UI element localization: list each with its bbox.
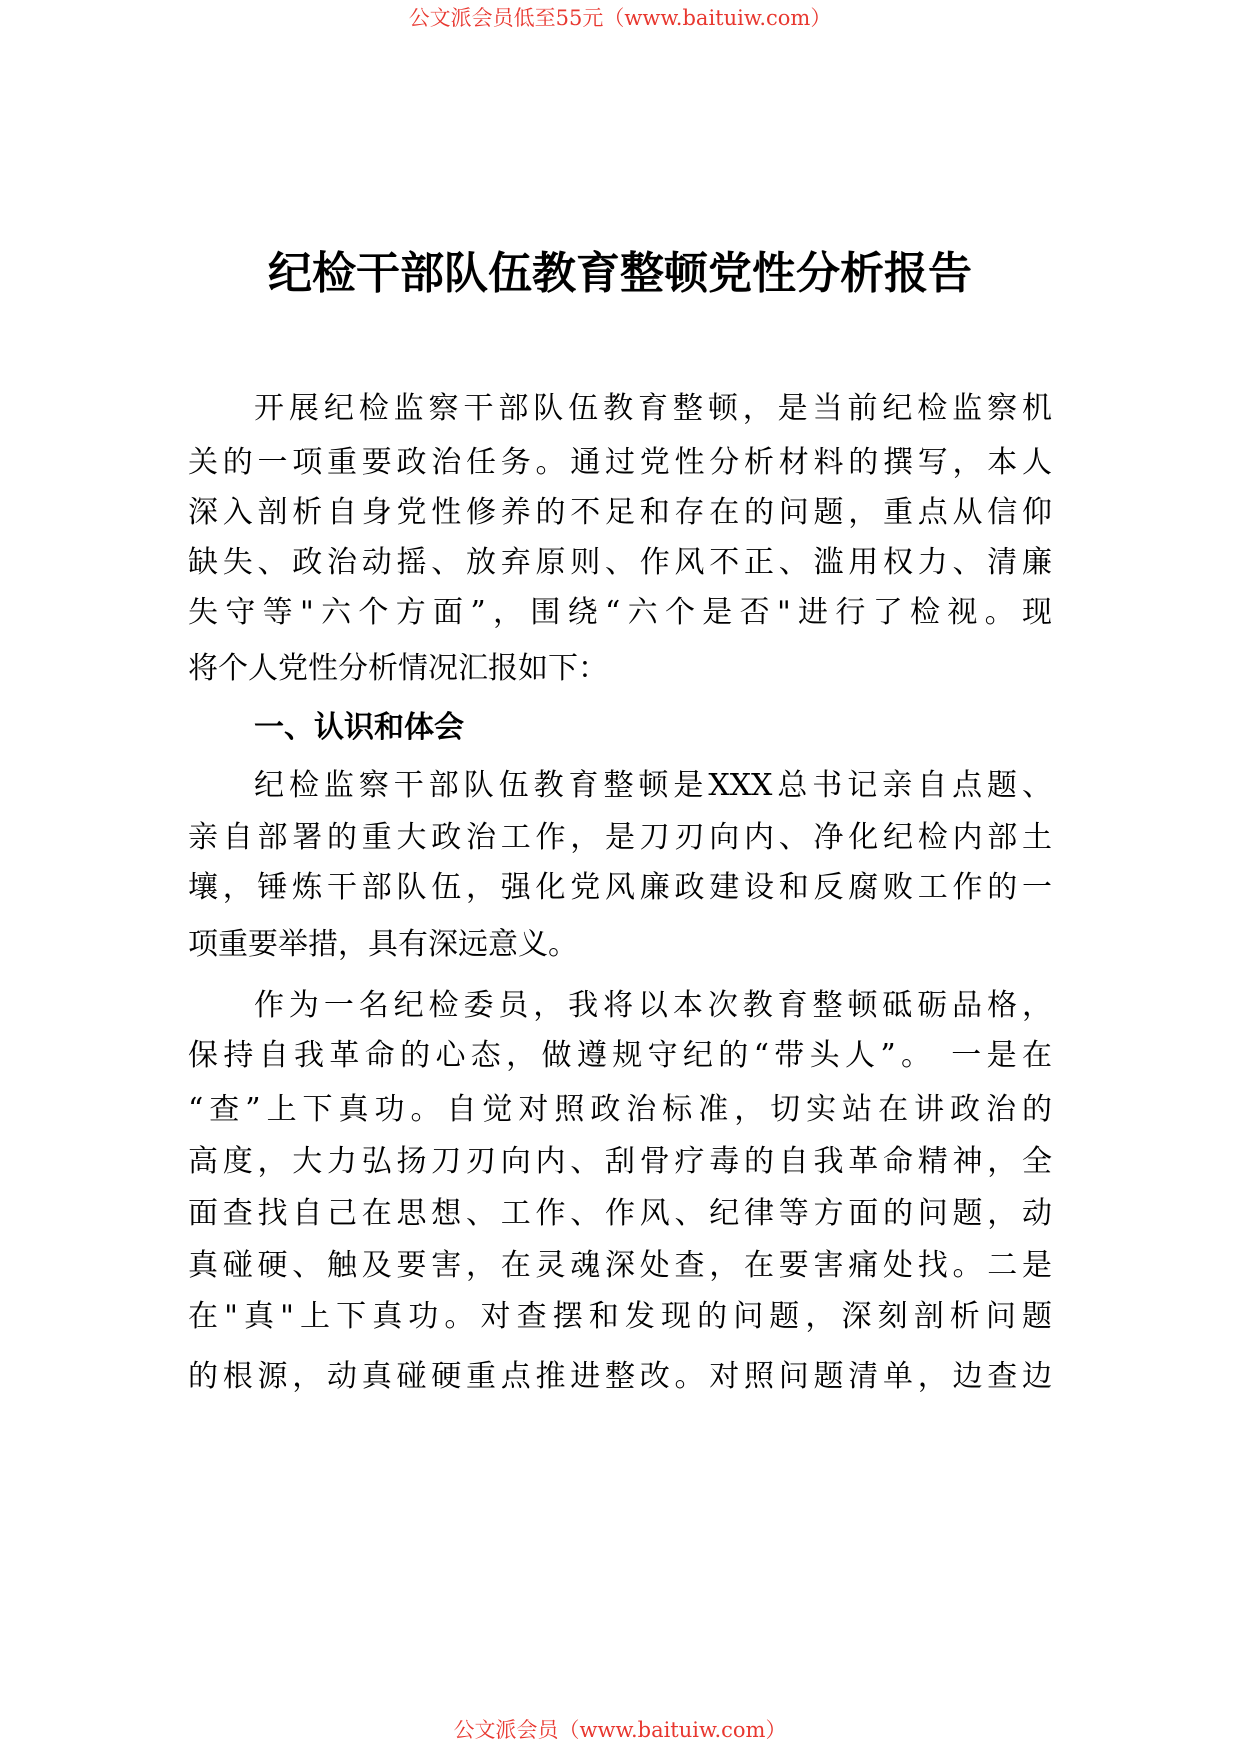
paragraph-3-line: 面查找自己在思想、工作、作风、纪律等方面的问题，动 [188, 1196, 1052, 1231]
paragraph-2-line: 壤，锤炼干部队伍，强化党风廉政建设和反腐败工作的一 [188, 870, 1052, 905]
paragraph-3-line: 的根源，动真碰硬重点推进整改。对照问题清单，边查边 [188, 1359, 1052, 1394]
paragraph-3-line: “查”上下真功。自觉对照政治标准，切实站在讲政治的 [188, 1092, 1052, 1127]
header-watermark: 公文派会员低至55元（www.baituiw.com） [408, 6, 832, 30]
paragraph-1-line: 将个人党性分析情况汇报如下： [188, 651, 608, 686]
paragraph-2-line: 亲自部署的重大政治工作，是刀刃向内、净化纪检内部土 [188, 820, 1052, 855]
paragraph-1-line: 缺失、政治动摇、放弃原则、作风不正、滥用权力、清廉 [188, 545, 1052, 580]
paragraph-3-line: 作为一名纪检委员，我将以本次教育整顿砥砺品格， [254, 988, 1052, 1023]
paragraph-1-line: 深入剖析自身党性修养的不足和存在的问题，重点从信仰 [188, 495, 1052, 530]
section-heading: 一、认识和体会 [254, 710, 464, 745]
document-title: 纪检干部队伍教育整顿党性分析报告 [268, 248, 972, 299]
paragraph-3-line: 保持自我革命的心态，做遵规守纪的“带头人”。 一是在 [188, 1038, 1052, 1073]
paragraph-1-line: 关的一项重要政治任务。通过党性分析材料的撰写，本人 [188, 445, 1052, 480]
paragraph-3-line: 高度，大力弘扬刀刃向内、刮骨疗毒的自我革命精神，全 [188, 1144, 1052, 1179]
paragraph-1-line: 失守等"六个方面”，围绕“六个是否"进行了检视。现 [188, 595, 1052, 630]
paragraph-1-line: 开展纪检监察干部队伍教育整顿，是当前纪检监察机 [254, 391, 1052, 426]
paragraph-2-line: 项重要举措，具有深远意义。 [188, 927, 578, 962]
paragraph-2-line: 纪检监察干部队伍教育整顿是XXX总书记亲自点题、 [254, 768, 1052, 803]
footer-watermark: 公文派会员（www.baituiw.com） [453, 1718, 787, 1742]
paragraph-3-line: 真碰硬、触及要害，在灵魂深处查，在要害痛处找。二是 [188, 1248, 1052, 1283]
paragraph-3-line: 在"真"上下真功。对查摆和发现的问题，深刻剖析问题 [188, 1299, 1052, 1334]
